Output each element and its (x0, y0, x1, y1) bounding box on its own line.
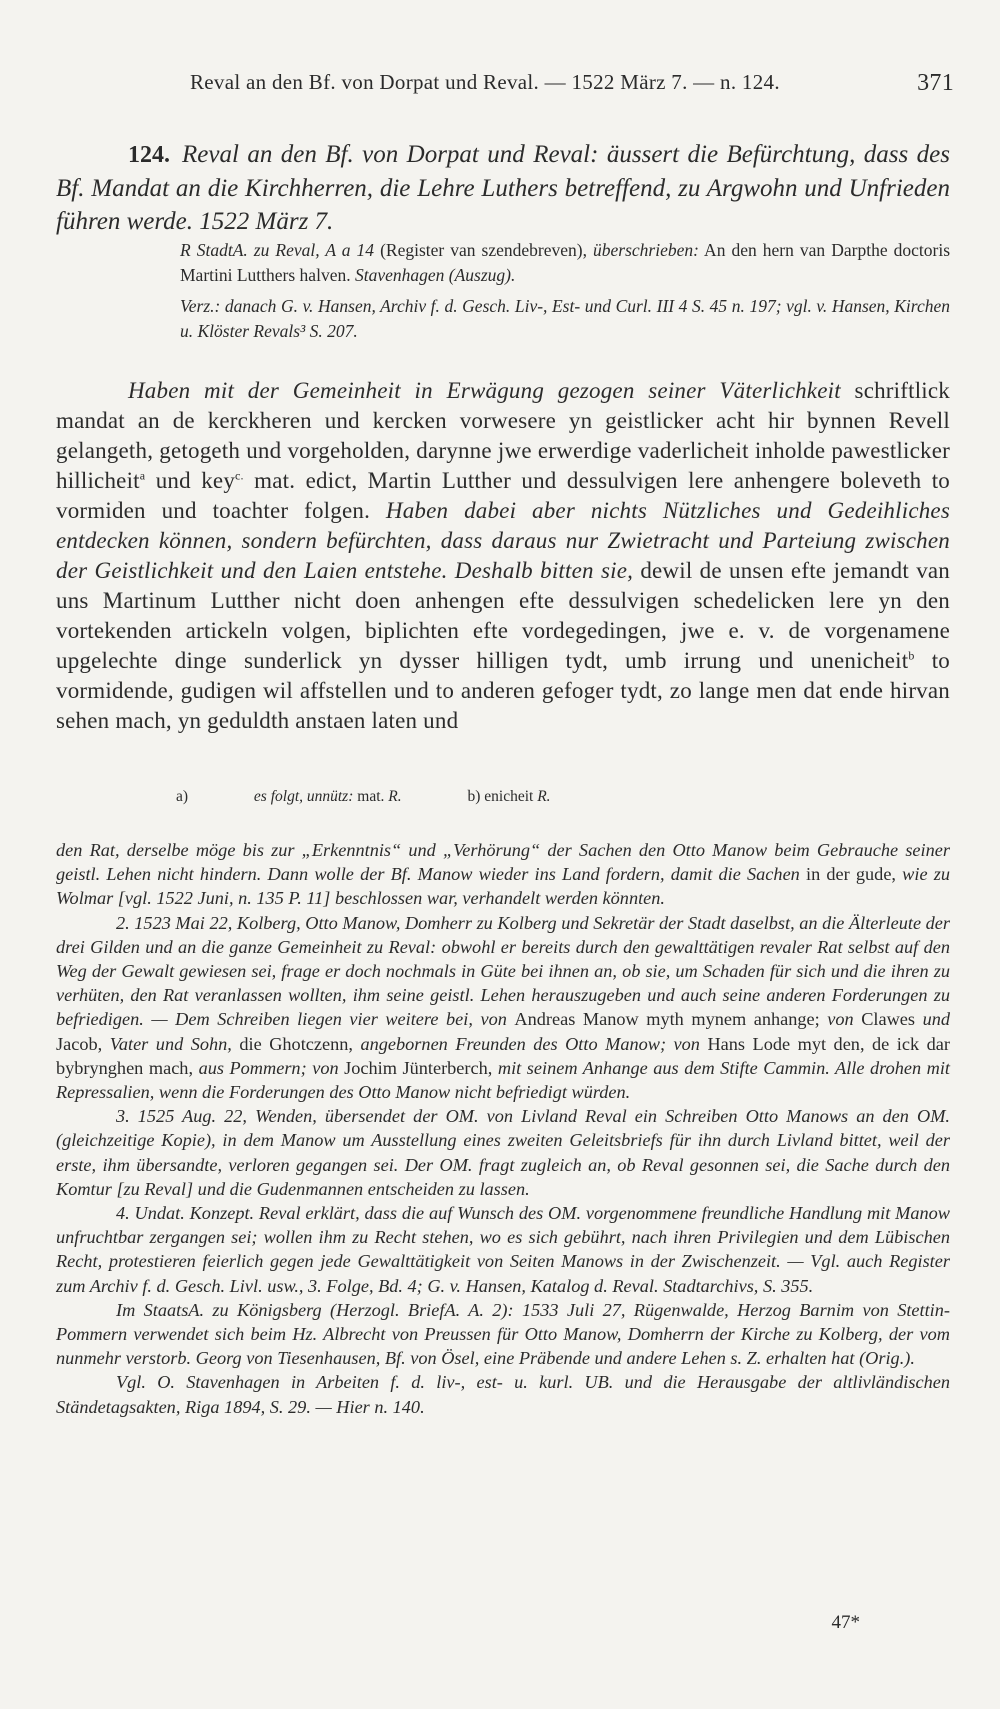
original-text: dewil de unsen efte jemandt van uns Martinum Lutther nicht doen anhengen efte dessulvigen schedelicken lere yn den vortekenden artickeln volgen, biplichten efte vordegedingen, jwe e. v. de vorgenamene upgelechte dinge sunderlick yn dysser hilligen tydt, umb irrung und unenicheit (56, 558, 950, 673)
source-line (56, 238, 950, 288)
original-text: to vormidende, gudigen wil affstellen und to anderen gefoger tydt, zo lange men dat ende hirvan sehen mach, yn geduldth anstaen laten und (56, 648, 950, 733)
page-number: 371 (917, 70, 954, 96)
archive-register: (Register van szendebreven), (374, 240, 594, 260)
archive-ref: R StadtA. zu Reval, A a 14 (180, 240, 375, 260)
quoted-text: Andreas Manow myth mynem anhange; (514, 1009, 820, 1030)
commentary-paragraph (56, 838, 950, 911)
footnote-italic: es folgt, unnütz: (253, 788, 354, 805)
inscribed-label: überschrieben: (593, 240, 699, 260)
commentary-text: mit seinem Anhange aus dem Stifte Cammin. Alle drohen mit Repressalien, wenn die Forderungen des Otto Manow nicht befriedigt würden. (56, 1057, 951, 1103)
inscription-text: An den hern van Darpthe doctoris Martini Lutthers halven. (180, 240, 951, 285)
footnote-label: b) (467, 788, 481, 805)
footnote-source: R. (537, 788, 551, 805)
document-number: 124. (128, 142, 170, 168)
summary-italic: Haben mit der Gemeinheit in Erwägung gezogen seiner Väterlichkeit (128, 378, 841, 403)
quoted-text: Jacob, (56, 1033, 103, 1054)
reference-line: Verz.: danach G. v. Hansen, Archiv f. d. Gesch. Liv-, Est- und Curl. III 4 S. 45 n. 197; vgl. v. Hansen, Kirchen u. Klöster Revals³ S. 207. (180, 296, 950, 341)
original-text: mat. edict, Martin Lutther und dessulvigen lere anhengere boleveth to vormiden und toachter folgen. (56, 468, 950, 523)
quoted-text: die Ghotczenn, (239, 1033, 353, 1054)
commentary-paragraph: Im StaatsA. zu Königsberg (Herzogl. BriefA. A. 2): 1533 Juli 27, Rügenwalde, Herzog Barnim von Stettin-Pommern verwendet sich beim Hz. Albrecht von Preussen für Otto Manow, Domherrn der Kirche zu Kolberg, der vom nunmehr verstorb. Georg von Tiesenhausen, Bf. von Ösel, eine Präbende und andere Lehen s. Z. erhalten hat (Orig.). (56, 1299, 950, 1369)
commentary-text: angebornen Freunden des Otto Manow; von (352, 1033, 708, 1054)
document-heading (56, 138, 950, 238)
original-text: und key (145, 468, 236, 493)
commentary-paragraph (56, 911, 950, 1105)
quoted-text: in der gude, (806, 864, 897, 885)
footnote-source: R. (388, 788, 402, 805)
document-title: Reval an den Bf. von Dorpat und Reval: äussert die Befürchtung, dass des Bf. Mandat an die Kirchherren, die Lehre Luthers betreffend, zu Argwohn und Unfrieden führen werde. 1522 März 7. (56, 141, 950, 235)
commentary-paragraph: 3. 1525 Aug. 22, Wenden, übersendet der OM. von Livland Reval ein Schreiben Otto Manows an den OM. (gleichzeitige Kopie), in dem Manow um Ausstellung eines zweiten Geleitsbriefs für ihn durch Livland bittet, weil der erste, ihm übersandte, verloren gegangen sei. Der OM. fragt zugleich an, ob Reval gesonnen sei, die Sache durch den Komtur [zu Reval] und die Gudenmannen entscheiden zu lassen. (56, 1106, 950, 1199)
commentary-text: wie zu Wolmar [vgl. 1522 Juni, n. 135 P. 11] beschlossen war, verhandelt werden könnten. (56, 864, 950, 909)
summary-italic: Haben dabei aber nichts Nützliches und Gedeihliches entdecken können, sondern befürchten, dass daraus nur Zwietracht und Parteiung zwischen der Geistlichkeit und den Laien entstehe. Deshalb bitten sie, (56, 498, 950, 583)
commentary-text: den Rat, derselbe möge bis zur „Erkenntnis“ und „Verhörung“ der Sachen den Otto Manow beim Gebrauche seiner geistl. Lehen nicht hindern. Dann wolle der Bf. Manow wieder ins Land fordern, damit die Sachen (56, 840, 950, 885)
letter-paragraph (56, 376, 950, 736)
footnote-text: mat. (357, 788, 385, 805)
source-notes (56, 238, 950, 350)
signature-mark: 47* (831, 1612, 860, 1633)
original-text: schriftlick mandat an de kerckheren und kercken vorwesere yn geistlicker acht hir bynnen Revell gelangeth, getogeth und vorgeholden, darynne jwe erwerdige vaderlicheit inholde pawestlicker hillicheit (56, 378, 950, 493)
footnote-a (176, 788, 402, 805)
letter-text (56, 376, 950, 736)
footnotes (176, 788, 876, 806)
quoted-text: Clawes (861, 1009, 916, 1030)
footnote-text: enicheit (484, 788, 534, 805)
commentary-text: aus Pommern; von (193, 1057, 345, 1078)
running-title: Reval an den Bf. von Dorpat und Reval. — 1522 März 7. — n. 124. (190, 70, 780, 94)
commentary-paragraph: Vgl. O. Stavenhagen in Arbeiten f. d. liv-, est- u. kurl. UB. und die Herausgabe der altlivländischen Ständetagsakten, Riga 1894, S. 29. — Hier n. 140. (56, 1372, 950, 1417)
footnote-label: a) (176, 788, 189, 805)
footnote-marker-b: b (908, 648, 915, 663)
running-header (190, 62, 954, 102)
quoted-text: Jochim Jünterberch, (344, 1057, 493, 1078)
commentary-paragraph: 4. Undat. Konzept. Reval erklärt, dass die auf Wunsch des OM. vorgenommene freundliche Handlung mit Manow unfruchtbar zergangen sei; wollen ihm zu Recht stehen, wo es sich gebührt, nach ihren Privilegien und dem Lübischen Recht, protestieren feierlich gegen jede Gewalttätigkeit von Seiten Manows in der Zwischenzeit. — Vgl. auch Register zum Archiv f. d. Gesch. Livl. usw., 3. Folge, Bd. 4; G. v. Hansen, Katalog d. Reval. Stadtarchivs, S. 355. (56, 1203, 950, 1296)
commentary-text: von (819, 1009, 862, 1030)
footnote-b (467, 788, 550, 805)
commentary-text: und (915, 1009, 950, 1030)
commentary-text: Vater und Sohn, (102, 1033, 240, 1054)
quoted-text: Hans Lode myt den, de ick dar bybrynghen mach, (56, 1033, 950, 1078)
footnote-marker-c: c. (235, 468, 244, 483)
footnote-marker-a: a (139, 468, 146, 483)
commentary (56, 838, 950, 1419)
commentary-text: 2. 1523 Mai 22, Kolberg, Otto Manow, Domherr zu Kolberg und Sekretär der Stadt daselbst, an die Älterleute der drei Gilden und an die ganze Gemeinheit zu Reval: obwohl er bereits durch den gewalttätigen revaler Rat selbst auf den Weg der Gewalt gewiesen sei, frage er doch nochmals in Güte bei ihnen an, ob sie, um Schaden für sich und die ihren zu verhüten, den Rat veranlassen wollten, ihm seine geistl. Lehen herauszugeben und auch seine anderen Forderungen zu befriedigen. — Dem Schreiben liegen vier weitere bei, von (56, 912, 950, 1030)
source-editor: Stavenhagen (Auszug). (354, 265, 516, 285)
